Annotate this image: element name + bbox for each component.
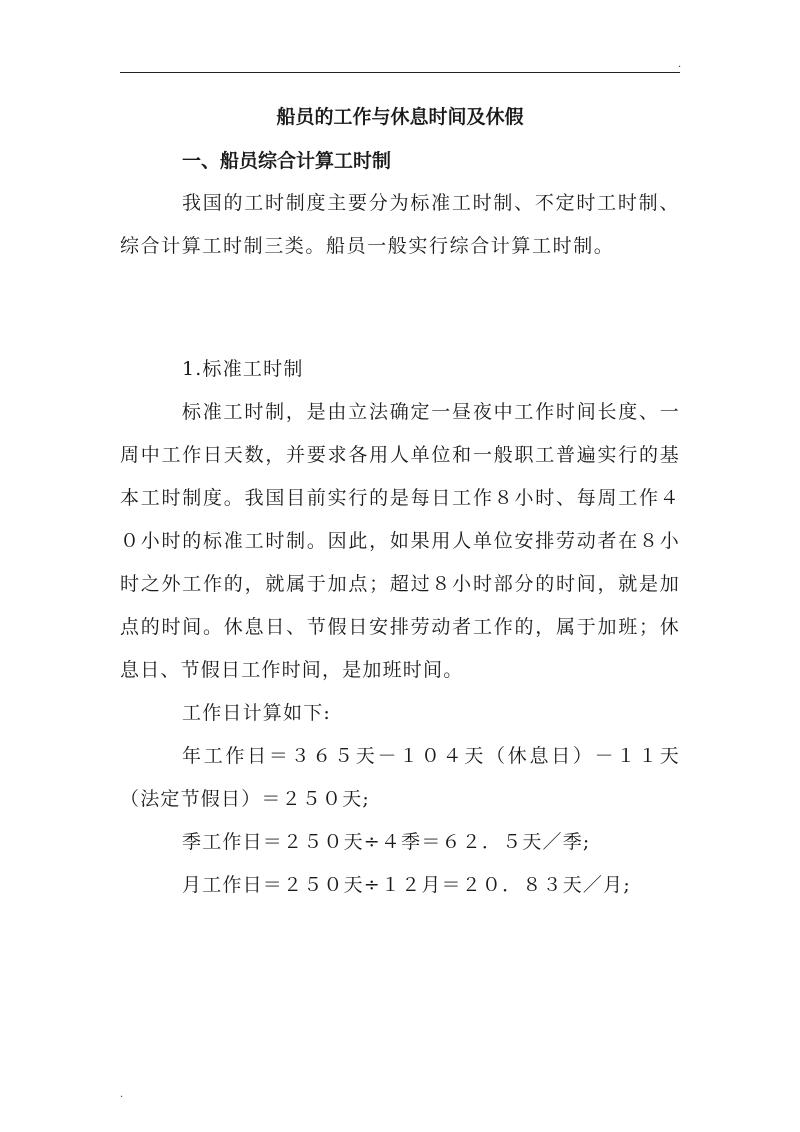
calc-year: 年工作日＝３６５天－１０４天（休息日）－１１天（法定节假日）＝２５０天; xyxy=(120,745,680,810)
calc-intro: 工作日计算如下: xyxy=(182,702,332,724)
header-dot: . xyxy=(678,59,682,70)
document-title: 船员的工作与休息时间及休假 xyxy=(276,106,524,128)
section-heading: 一、船员综合计算工时制 xyxy=(182,150,392,172)
header-rule xyxy=(120,72,680,73)
footer-dot: . xyxy=(120,1089,124,1100)
subheading-standard-hours: 1.标准工时制 xyxy=(182,358,304,380)
calc-quarter: 季工作日＝２５０天÷４季＝６２．５天／季; xyxy=(182,831,591,853)
standard-hours-paragraph: 标准工时制，是由立法确定一昼夜中工作时间长度、一周中工作日天数，并要求各用人单位和一般职工普遍实行的基本工时制度。我国目前实行的是每日工作８小时、每周工作４０小时的标准工时制。因此，如果用人单位安排劳动者在８小时之外工作的，就属于加点；超过８小时部分的时间，就是加点的时间。休息日、节假日安排劳动者工作的，属于加班；休息日、节假日工作时间，是加班时间。 xyxy=(120,401,680,681)
document-body xyxy=(120,95,680,907)
blank-spacer xyxy=(120,268,680,348)
calc-month: 月工作日＝２５０天÷１２月＝２０．８３天／月; xyxy=(182,874,631,896)
intro-paragraph: 我国的工时制度主要分为标准工时制、不定时工时制、综合计算工时制三类。船员一般实行综合计算工时制。 xyxy=(120,192,680,257)
